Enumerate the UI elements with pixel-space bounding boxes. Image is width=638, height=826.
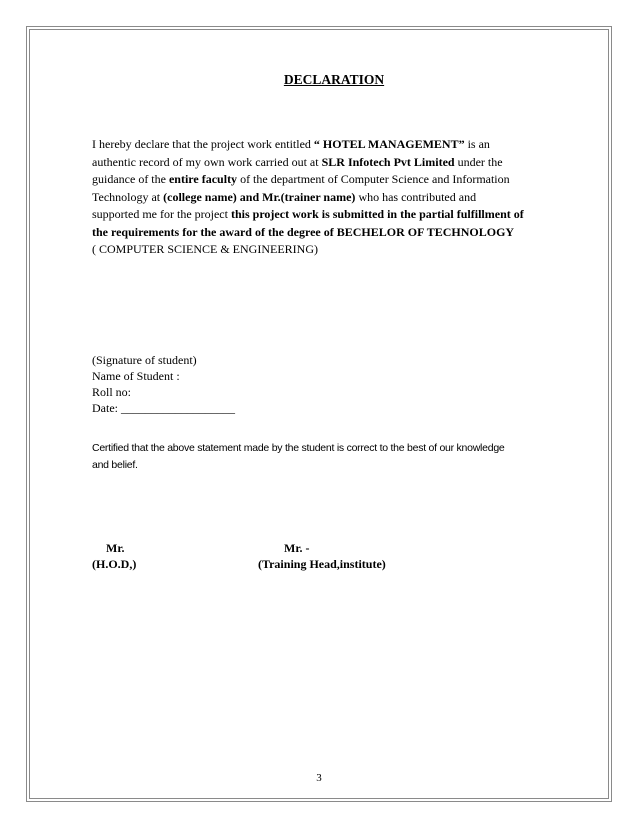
training-head-title: (Training Head,institute)	[258, 557, 386, 571]
declaration-line-4-tail: who has contributed and	[355, 189, 477, 204]
declaration-line-3-tail: of the department of Computer Science and Information	[237, 172, 510, 186]
hod-signer	[92, 540, 136, 572]
declaration-paragraph	[92, 136, 552, 259]
page-title: DECLARATION	[283, 72, 385, 87]
declaration-line-1-tail: is an	[464, 137, 490, 151]
declaration-line-2	[92, 154, 552, 172]
declaration-line-1-text: I hereby declare that the project work entitled	[92, 137, 314, 151]
declaration-line-5	[92, 206, 552, 224]
certification-line-1: Certified that the above statement made by the student is correct to the best of our knowledge	[92, 442, 505, 454]
submission-text: this project work is submitted in the partial fulfillment of	[230, 207, 524, 221]
training-head-name: Mr. -	[284, 541, 310, 555]
page-number: 3	[316, 772, 322, 784]
declaration-line-2-text: authentic record of my own work carried out at	[92, 154, 322, 169]
company-name: SLR Infotech Pvt Limited	[321, 154, 455, 169]
declaration-line-4-text: Technology at	[92, 189, 164, 204]
training-head-signer	[258, 540, 386, 572]
branch-text: ( COMPUTER SCIENCE & ENGINEERING)	[92, 242, 318, 256]
declaration-line-2-tail: under the	[454, 154, 503, 169]
signature-label: (Signature of student)	[92, 353, 197, 367]
date-label: Date: ___________________	[92, 401, 235, 415]
college-trainer-text: (college name) and Mr.(trainer name)	[163, 189, 356, 204]
hod-title: (H.O.D,)	[92, 557, 137, 571]
declaration-line-3-text: guidance of the	[92, 172, 169, 186]
certification-statement	[92, 440, 562, 474]
student-name-label: Name of Student :	[92, 369, 180, 383]
project-title: “ HOTEL MANAGEMENT”	[313, 137, 465, 151]
roll-no-label: Roll no:	[92, 385, 132, 399]
hod-name: Mr.	[106, 541, 125, 555]
faculty-text: entire faculty	[168, 172, 238, 186]
declaration-line-6	[92, 224, 552, 242]
declaration-line-7	[92, 241, 552, 259]
declaration-line-3	[92, 171, 552, 189]
certification-line-2: and belief.	[92, 459, 138, 471]
degree-text: the requirements for the award of the degree of BECHELOR OF TECHNOLOGY	[92, 224, 515, 239]
student-signature-block	[92, 352, 235, 416]
declaration-line-4	[92, 189, 552, 207]
declaration-line-5-text: supported me for the project	[92, 207, 231, 221]
declaration-line-1	[92, 136, 552, 154]
